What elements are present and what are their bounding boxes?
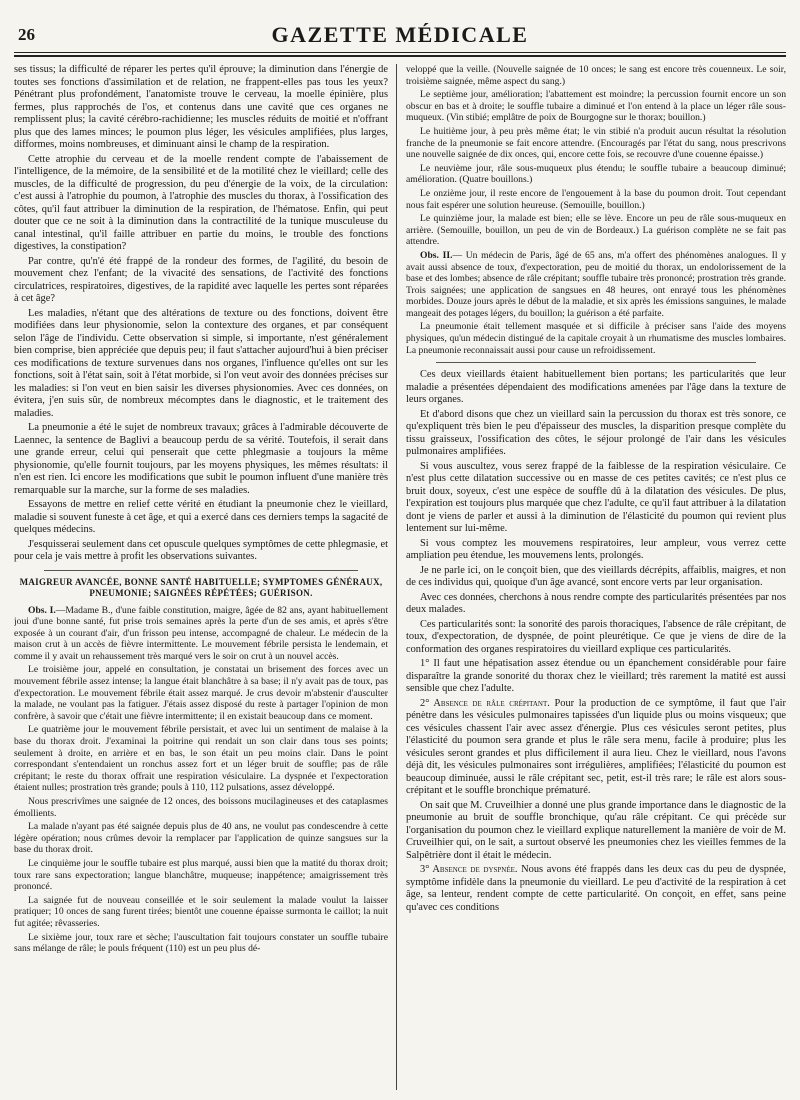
header-rule-thick — [14, 55, 786, 57]
right-column — [406, 64, 786, 1090]
observation-label: Obs. I. — [28, 604, 56, 616]
paragraph: La pneumonie a été le sujet de nombreux travaux; grâces à l'admirable découverte de Laennec, la sentence de Baglivi a beaucoup perdu de sa vérité. Toutefois, il serait dans une grande erreur, celui qui penserait que cette phlegmasie a toujours la même physionomie, qu'elle fournit toujours, par les moyens physiques, les mêmes résultats: il n'en est rien. Ici encore les modifications que subit le poumon influent d'une manière très remarquable sur la marche, sur la forme de ses maladies. — [14, 422, 388, 496]
paragraph: Ces particularités sont: la sonorité des parois thoraciques, l'absence de râle crépitant, de toux, d'expectoration, de dyspnée, de point pleurétique. Ce que je viens de dire de la conformation des organes respiratoires du vieillard explique ces particularités. — [406, 618, 786, 655]
paragraph: Ces deux vieillards étaient habituellement bien portans; les particularités que leur maladie a présentées dépendaient des modifications amenées par l'âge dans la texture de leurs organes. — [406, 369, 786, 406]
paragraph: Le onzième jour, il reste encore de l'engouement à la base du poumon droit. Tout cependant nous fait espérer une solution heureuse. (Semouille, bouillon.) — [406, 187, 786, 211]
paragraph: Essayons de mettre en relief cette vérité en étudiant la pneumonie chez le vieillard, maladie si souvent funeste à cet âge, et qui a exercé dans ces derniers temps la sagacité de quelques médecins. — [14, 499, 388, 535]
paragraph: Je ne parle ici, on le conçoit bien, que des vieillards décrépits, affaiblis, maigres, et non de ces individus qui, quoique d'un âge avancé, sont encore verts par leur organisation. — [406, 564, 786, 589]
paragraph: Le sixième jour, toux rare et sèche; l'auscultation fait toujours constater un souffle tubaire sans mélange de râle; le pouls fréquent (110) est un peu plus dé- — [14, 931, 388, 955]
paragraph: Le neuvième jour, râle sous-muqueux plus étendu; le souffle tubaire a beaucoup diminué; amélioration. (Quatre bouillons.) — [406, 162, 786, 186]
numbered-point-1 — [406, 658, 786, 696]
paragraph: Le quinzième jour, la malade est bien; elle se lève. Encore un peu de râle sous-muqueux en arrière. (Semouille, bouillon, un peu de vin de Bordeaux.) La guérison complète ne se fait pas attendre. — [406, 213, 786, 248]
paragraph: La malade n'ayant pas été saignée depuis plus de 40 ans, ne voulut pas condescendre à cette légère opération; nous crûmes devoir la remplacer par l'application de quinze sangsues sur la base du thorax droit. — [14, 821, 388, 856]
point-text: Pour la production de ce symptôme, il faut que l'air pénètre dans les vésicules pulmonaires tapissées d'un liquide plus ou moins visqueux; que ces vésicules chassent l'air avec assez d'énergie. Plus ces vésicules seront petites, plus l'élasticité du poumon sera grande et plus le râle sera menu, facile à produire; plus les vésicules seront grandes et plus difficilement il aura lieu. Chez le vieillard, nous l'avons déjà dit, les vésicules pulmonaires sont irrégulières, amplifiées; l'élasticité du poumon est beaucoup diminuée, aussi le râle crépitant sec, petit, est-il très rare; le râle est alors sous-crépitant et le souffle bronchique prématuré. — [406, 697, 786, 797]
left-column — [14, 64, 388, 1090]
column-divider — [396, 64, 397, 1090]
paragraph: La saignée fut de nouveau conseillée et le soir seulement la malade voulut la laisser pratiquer; 10 onces de sang furent tirées; bientôt une couenne épaisse surmonta le caillot; la nuit fut agitée; rêvasseries. — [14, 894, 388, 929]
paragraph: Et d'abord disons que chez un vieillard sain la percussion du thorax est très sonore, ce qu'expliquent très bien le peu d'épaisseur des muscles, la disparition presque complète du tissu graisseux, l'ossification des côtes, le séjour prolongé de l'air dans les vésicules pulmonaires amplifiées. — [406, 408, 786, 458]
paragraph: Par contre, qu'n'é été frappé de la rondeur des formes, de l'agilité, du besoin de mouvement chez l'enfant; de la vivacité des sensations, de l'activité des fonctions circulatrices, respiratoires, digestives, de la rapidité avec laquelle les pertes sont réparées à cet âge? — [14, 255, 388, 304]
paragraph: Si vous comptez les mouvemens respiratoires, leur ampleur, vous verrez cette ampliation peu étendue, les mouvemens lents, prolongés. — [406, 537, 786, 562]
paragraph: J'esquisserai seulement dans cet opuscule quelques symptômes de cette phlegmasie, et pour cela je vais mettre à profit les observations suivantes. — [14, 538, 388, 562]
point-text: Nous avons été frappés dans les deux cas du peu de dyspnée, symptôme infidèle dans la pneumonie du vieillard. Le peu d'activité de la respiration à cet âge, sa lenteur, rendent compte de cette particularité. On conçoit, en effet, sans peine qu'avec ces conditions — [406, 864, 786, 913]
paragraph: Si vous auscultez, vous serez frappé de la faiblesse de la respiration vésiculaire. Ce n'est plus cette dilatation successive ou en masse de ces petites cavités; ce n'est plus ce bruit doux, soyeux, c'est une espèce de souffle dû à la dilatation des vésicules. De plus, l'expiration est toujours plus marquée que chez l'adulte, ce qu'il faut attribuer à la dilatation dont je viens de parler et aussi à la diminution de l'élasticité du poumon qui revient plus lentement sur lui-même. — [406, 460, 786, 535]
paragraph: Le septième jour, amélioration; l'abattement est moindre; la percussion fournit encore un son obscur en bas et à droite; le souffle tubaire a diminué et l'on entend à la place un léger râle sous-muqueux. (Vin stibié; emplâtre de poix de Bourgogne sur le thorax; bouillon.) — [406, 89, 786, 124]
section-title: MAIGREUR AVANCÉE, BONNE SANTÉ HABITUELLE; SYMPTOMES GÉNÉRAUX, PNEUMONIE; SAIGNÉES RÉPÉTÉES; GUÉRISON. — [19, 576, 383, 598]
observation-text: — Un médecin de Paris, âgé de 65 ans, m'a offert des phénomènes analogues. Il y avait aussi absence de toux, d'expectoration, peu de moitié du thorax, un endolorissement de la base et des lombes; absence de râle crépitant; souffle tubaire très prononcé; prostration très grande. Trois saignées; une application de sangsues en 48 heures, ont enrayé tous les phénomènes morbides. Douze jours après le début de la maladie, et six après les émissions sanguines, le malade mangeait des potages légers, du bouillon; la guérison a été parfaite. — [406, 249, 786, 319]
paragraph: Les maladies, n'étant que des altérations de texture ou des fonctions, doivent être modifiées dans leur physionomie, selon la contexture des organes, et par conséquent selon l'âge de l'individu. Cette observation si simple, si importante, n'est généralement bien comprise, bien appréciée que depuis peu; il faut s'attacher aujourd'hui à bien préciser ces modifications de texture survenues dans nos organes, l'influence qu'elles ont sur les fonctions, soit à l'état sain, soit à l'état morbide, si l'on veut avoir des données précises sur les maladies: si l'on veut en bien saisir les diverses physionomies. Avec ces données, on évitera, j'en suis sûr, de nombreux mécomptes dans le diagnostic, et le traitement des maladies. — [14, 307, 388, 419]
paragraph: Le quatrième jour le mouvement fébrile persistait, et avec lui un sentiment de malaise à la base du thorax droit. J'examinai la poitrine qui rendait un son clair dans tous ses points; seulement à droite, en arrière et en bas, le son était un peu moins clair. Dans le point correspondant s'entendaient un ronchus assez fort et un léger bruit de souffle; pas de râle crépitant; le reste du thorax offrait une respiration vésiculaire. La dyspnée et l'expectoration étaient nulles; prostration très grande; pouls à 110, 112 pulsations, assez développé. — [14, 724, 388, 794]
point-label: 2° Absence de râle crépitant. — [420, 697, 550, 709]
observation-2 — [406, 250, 786, 320]
paragraph: La pneumonie était tellement masquée et si difficile à préciser sans l'aide des moyens physiques, qu'un médecin distingué de la capitale croyait à un rhumatisme des muscles lombaires. La pneumonie reconnaissait aussi pour cause un refroidissement. — [406, 321, 786, 356]
section-rule — [436, 362, 756, 363]
journal-title: GAZETTE MÉDICALE — [271, 22, 529, 47]
paragraph: Le cinquième jour le souffle tubaire est plus marqué, aussi bien que la matité du thorax droit; toux rare sans expectoration; langue blanchâtre, muqueuse; inappétence; amaigrissement très prononcé. — [14, 857, 388, 893]
paragraph: Le huitième jour, à peu près même état; le vin stibié n'a produit aucun résultat la résolution franche de la pneumonie se fait encore attendre. (Encouragés par l'état du sang, nous prescrivons une nouvelle saignée de dix onces, qui, encore cette fois, se recouvre d'une couenne épaisse.) — [406, 125, 786, 161]
section-rule — [44, 570, 358, 571]
paragraph: On sait que M. Cruveilhier a donné une plus grande importance dans le diagnostic de la pneumonie au bruit de souffle bronchique, qu'au râle crépitant. Ce qui précède sur l'organisation du poumon chez le vieillard explique naturellement la manière de voir de M. Cruveilhier qui, on le sait, a surtout observé les pneumonies chez les vieilles femmes de la Salpêtrière dont il était le médecin. — [406, 799, 786, 861]
point-label: 1° — [420, 658, 430, 670]
paragraph: Le troisième jour, appelé en consultation, je constatai un brisement des forces avec un mouvement fébrile assez intense; la langue était blanchâtre à sa base; il n'y avait pas de toux, pas d'expectoration. Le mouvement fébrile était assez marqué. Je crus devoir m'abstenir d'ausculter la malade, ne voulant pas la fatiguer. J'étais assez disposé du reste à partager l'opinion de mon confrère, à savoir que c'était une fièvre intermittente; il en existait beaucoup dans ce moment. — [14, 664, 388, 722]
point-label: 3° Absence de dyspnée. — [420, 864, 518, 876]
numbered-point-2 — [406, 698, 786, 798]
point-text: Il faut une hépatisation assez étendue ou un épanchement considérable pour faire disparaître la grande sonorité du thorax chez le vieillard; très rarement la matité est aussi sensible que chez l'adulte. — [406, 658, 786, 695]
numbered-point-3 — [406, 864, 786, 914]
paragraph: Nous prescrivîmes une saignée de 12 onces, des boissons mucilagineuses et des cataplasmes émollients. — [14, 796, 388, 819]
paragraph: Avec ces données, cherchons à nous rendre compte des particularités présentées par nos deux malades. — [406, 591, 786, 616]
paragraph: Cette atrophie du cerveau et de la moelle rendent compte de l'abaissement de l'intelligence, de la mémoire, de la sensibilité et de la motilité chez le vieillard; celle des muscles, de la difficulté de progression, du peu d'énergie de la voix, de la circulation: c'est aussi à l'atrophie du poumon, à l'atrophie des muscles du thorax, à l'ossification des côtes, qu'il faut attribuer la diminution de la respiration, de l'hématose. Enfin, qui peut douter que ce ne soit à la diminution dans la contractilité de la tunique musculeuse du canal intestinal, qu'il faille attribuer en partie du moins, le trouble des fonctions digestives, la constipation? — [14, 153, 388, 252]
header-rule — [14, 52, 786, 53]
paragraph: ses tissus; la difficulté de réparer les pertes qu'il éprouve; la diminution dans l'énergie de toutes ses fonctions d'assimilation et de relation, ne frappent-elles pas tous les yeux? Pénétrant plus profondément, l'anatomiste trouve le cerveau, la moelle épinière, plus fermes, plus rapprochés de l'os, et contenus dans une cavité que ces organes ne remplissent plus; la cavité cérébro-rachidienne; les muscles réduits de moitié et n'offrant plus que des lames minces; le poumon plus léger, les vésicules amplifiées, plus larges, difformes, moins nombreuses, et diminuant ainsi le champ de la respiration. — [14, 64, 388, 150]
page-header — [14, 22, 786, 48]
observation-label: Obs. II. — [420, 249, 453, 261]
observation-1 — [14, 605, 388, 663]
page-number: 26 — [18, 25, 35, 44]
paragraph: veloppé que la veille. (Nouvelle saignée de 10 onces; le sang est encore très couenneux. Le soir, troisième saignée, même aspect du sang.) — [406, 64, 786, 87]
observation-text: —Madame B., d'une faible constitution, maigre, âgée de 82 ans, ayant habituellement joui d'une bonne santé, fut prise trois semaines après la perte d'un de ses amis, et après s'être exposée à un courant d'air, d'un frisson peu intense, accompagné de chaleur. Le médecin de la maison crut à un accès de fièvre intermittente. Le mouvement fébrile persista le lendemain, et comme il y avait un rehaussement très marqué vers le soir on crut à un nouvel accès. — [14, 604, 388, 662]
